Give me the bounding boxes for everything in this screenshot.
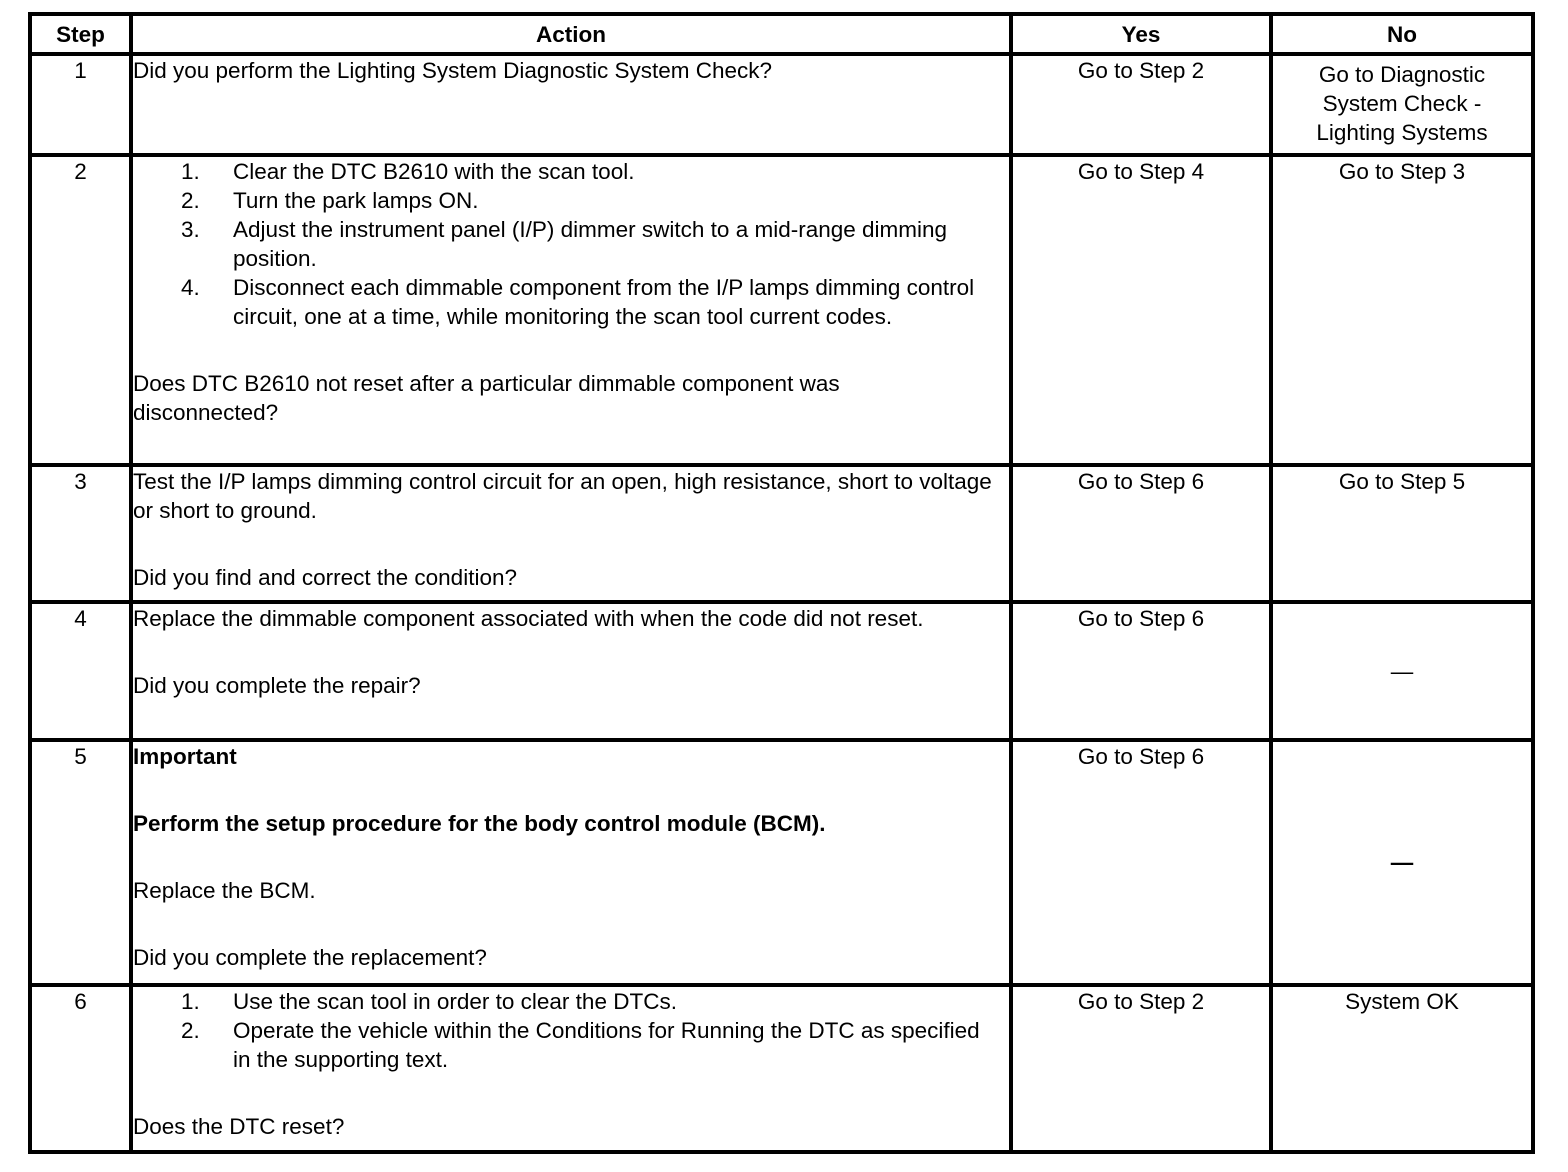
action-cell: [131, 54, 1011, 155]
list-item: [181, 987, 1009, 1016]
list-text: Use the scan tool in order to clear the DTCs.: [233, 989, 677, 1014]
step-number: 2: [30, 155, 131, 465]
question-text: Does DTC B2610 not reset after a particular dimmable component was disconnected?: [133, 371, 840, 425]
step-number: 6: [30, 985, 131, 1152]
header-yes: Yes: [1011, 14, 1271, 54]
step-list: [133, 157, 1009, 331]
instruction-text: Replace the BCM.: [133, 878, 316, 903]
list-number: 4.: [181, 275, 200, 300]
header-no: No: [1271, 14, 1533, 54]
no-cell: System OK: [1271, 985, 1533, 1152]
list-number: 2.: [181, 188, 200, 213]
no-cell: Go to Step 3: [1271, 155, 1533, 465]
question-text: Did you complete the replacement?: [133, 945, 487, 970]
header-row: [30, 14, 1533, 54]
no-cell: —: [1271, 740, 1533, 985]
step-number: 3: [30, 465, 131, 602]
step-number: 4: [30, 602, 131, 740]
question-text: Did you find and correct the condition?: [133, 565, 517, 590]
yes-cell: Go to Step 4: [1011, 155, 1271, 465]
list-text: Turn the park lamps ON.: [233, 188, 479, 213]
list-text: Operate the vehicle within the Conditions for Running the DTC as specified in the supporting text.: [233, 1018, 980, 1072]
question-text: Did you perform the Lighting System Diagnostic System Check?: [133, 58, 773, 83]
no-cell: —: [1271, 602, 1533, 740]
question-text: Does the DTC reset?: [133, 1114, 345, 1139]
list-number: 3.: [181, 217, 200, 242]
diagnostic-table: [28, 12, 1535, 1154]
table-row: [30, 155, 1533, 465]
action-cell: [131, 155, 1011, 465]
important-label: Important: [133, 744, 237, 769]
yes-cell: Go to Step 6: [1011, 602, 1271, 740]
step-list: [133, 987, 1009, 1074]
yes-cell: Go to Step 6: [1011, 740, 1271, 985]
list-item: [181, 1016, 1009, 1074]
table-row: [30, 602, 1533, 740]
list-number: 1.: [181, 989, 200, 1014]
table-row: [30, 465, 1533, 602]
question-text: Did you complete the repair?: [133, 673, 421, 698]
important-text: Perform the setup procedure for the body control module (BCM).: [133, 811, 826, 836]
table-row: [30, 54, 1533, 155]
table-row: [30, 740, 1533, 985]
action-cell: [131, 465, 1011, 602]
step-number: 1: [30, 54, 131, 155]
list-number: 2.: [181, 1018, 200, 1043]
instruction-text: Test the I/P lamps dimming control circuit for an open, high resistance, short to voltage or short to ground.: [133, 469, 992, 523]
step-number: 5: [30, 740, 131, 985]
list-item: [181, 215, 1009, 273]
yes-cell: Go to Step 6: [1011, 465, 1271, 602]
header-step: Step: [30, 14, 131, 54]
yes-cell: Go to Step 2: [1011, 985, 1271, 1152]
instruction-text: Replace the dimmable component associated with when the code did not reset.: [133, 606, 924, 631]
yes-cell: Go to Step 2: [1011, 54, 1271, 155]
list-text: Adjust the instrument panel (I/P) dimmer switch to a mid-range dimming position.: [233, 217, 948, 271]
no-cell: Go to Step 5: [1271, 465, 1533, 602]
list-item: [181, 186, 1009, 215]
list-text: Disconnect each dimmable component from the I/P lamps dimming control circuit, one at a time, while monitoring the scan tool current codes.: [233, 275, 975, 329]
list-text: Clear the DTC B2610 with the scan tool.: [233, 159, 635, 184]
list-number: 1.: [181, 159, 200, 184]
action-cell: [131, 740, 1011, 985]
list-item: [181, 273, 1009, 331]
table-row: [30, 985, 1533, 1152]
list-item: [181, 157, 1009, 186]
no-cell: Go to Diagnostic System Check - Lighting Systems: [1271, 54, 1533, 155]
action-cell: [131, 985, 1011, 1152]
action-cell: [131, 602, 1011, 740]
header-action: Action: [131, 14, 1011, 54]
